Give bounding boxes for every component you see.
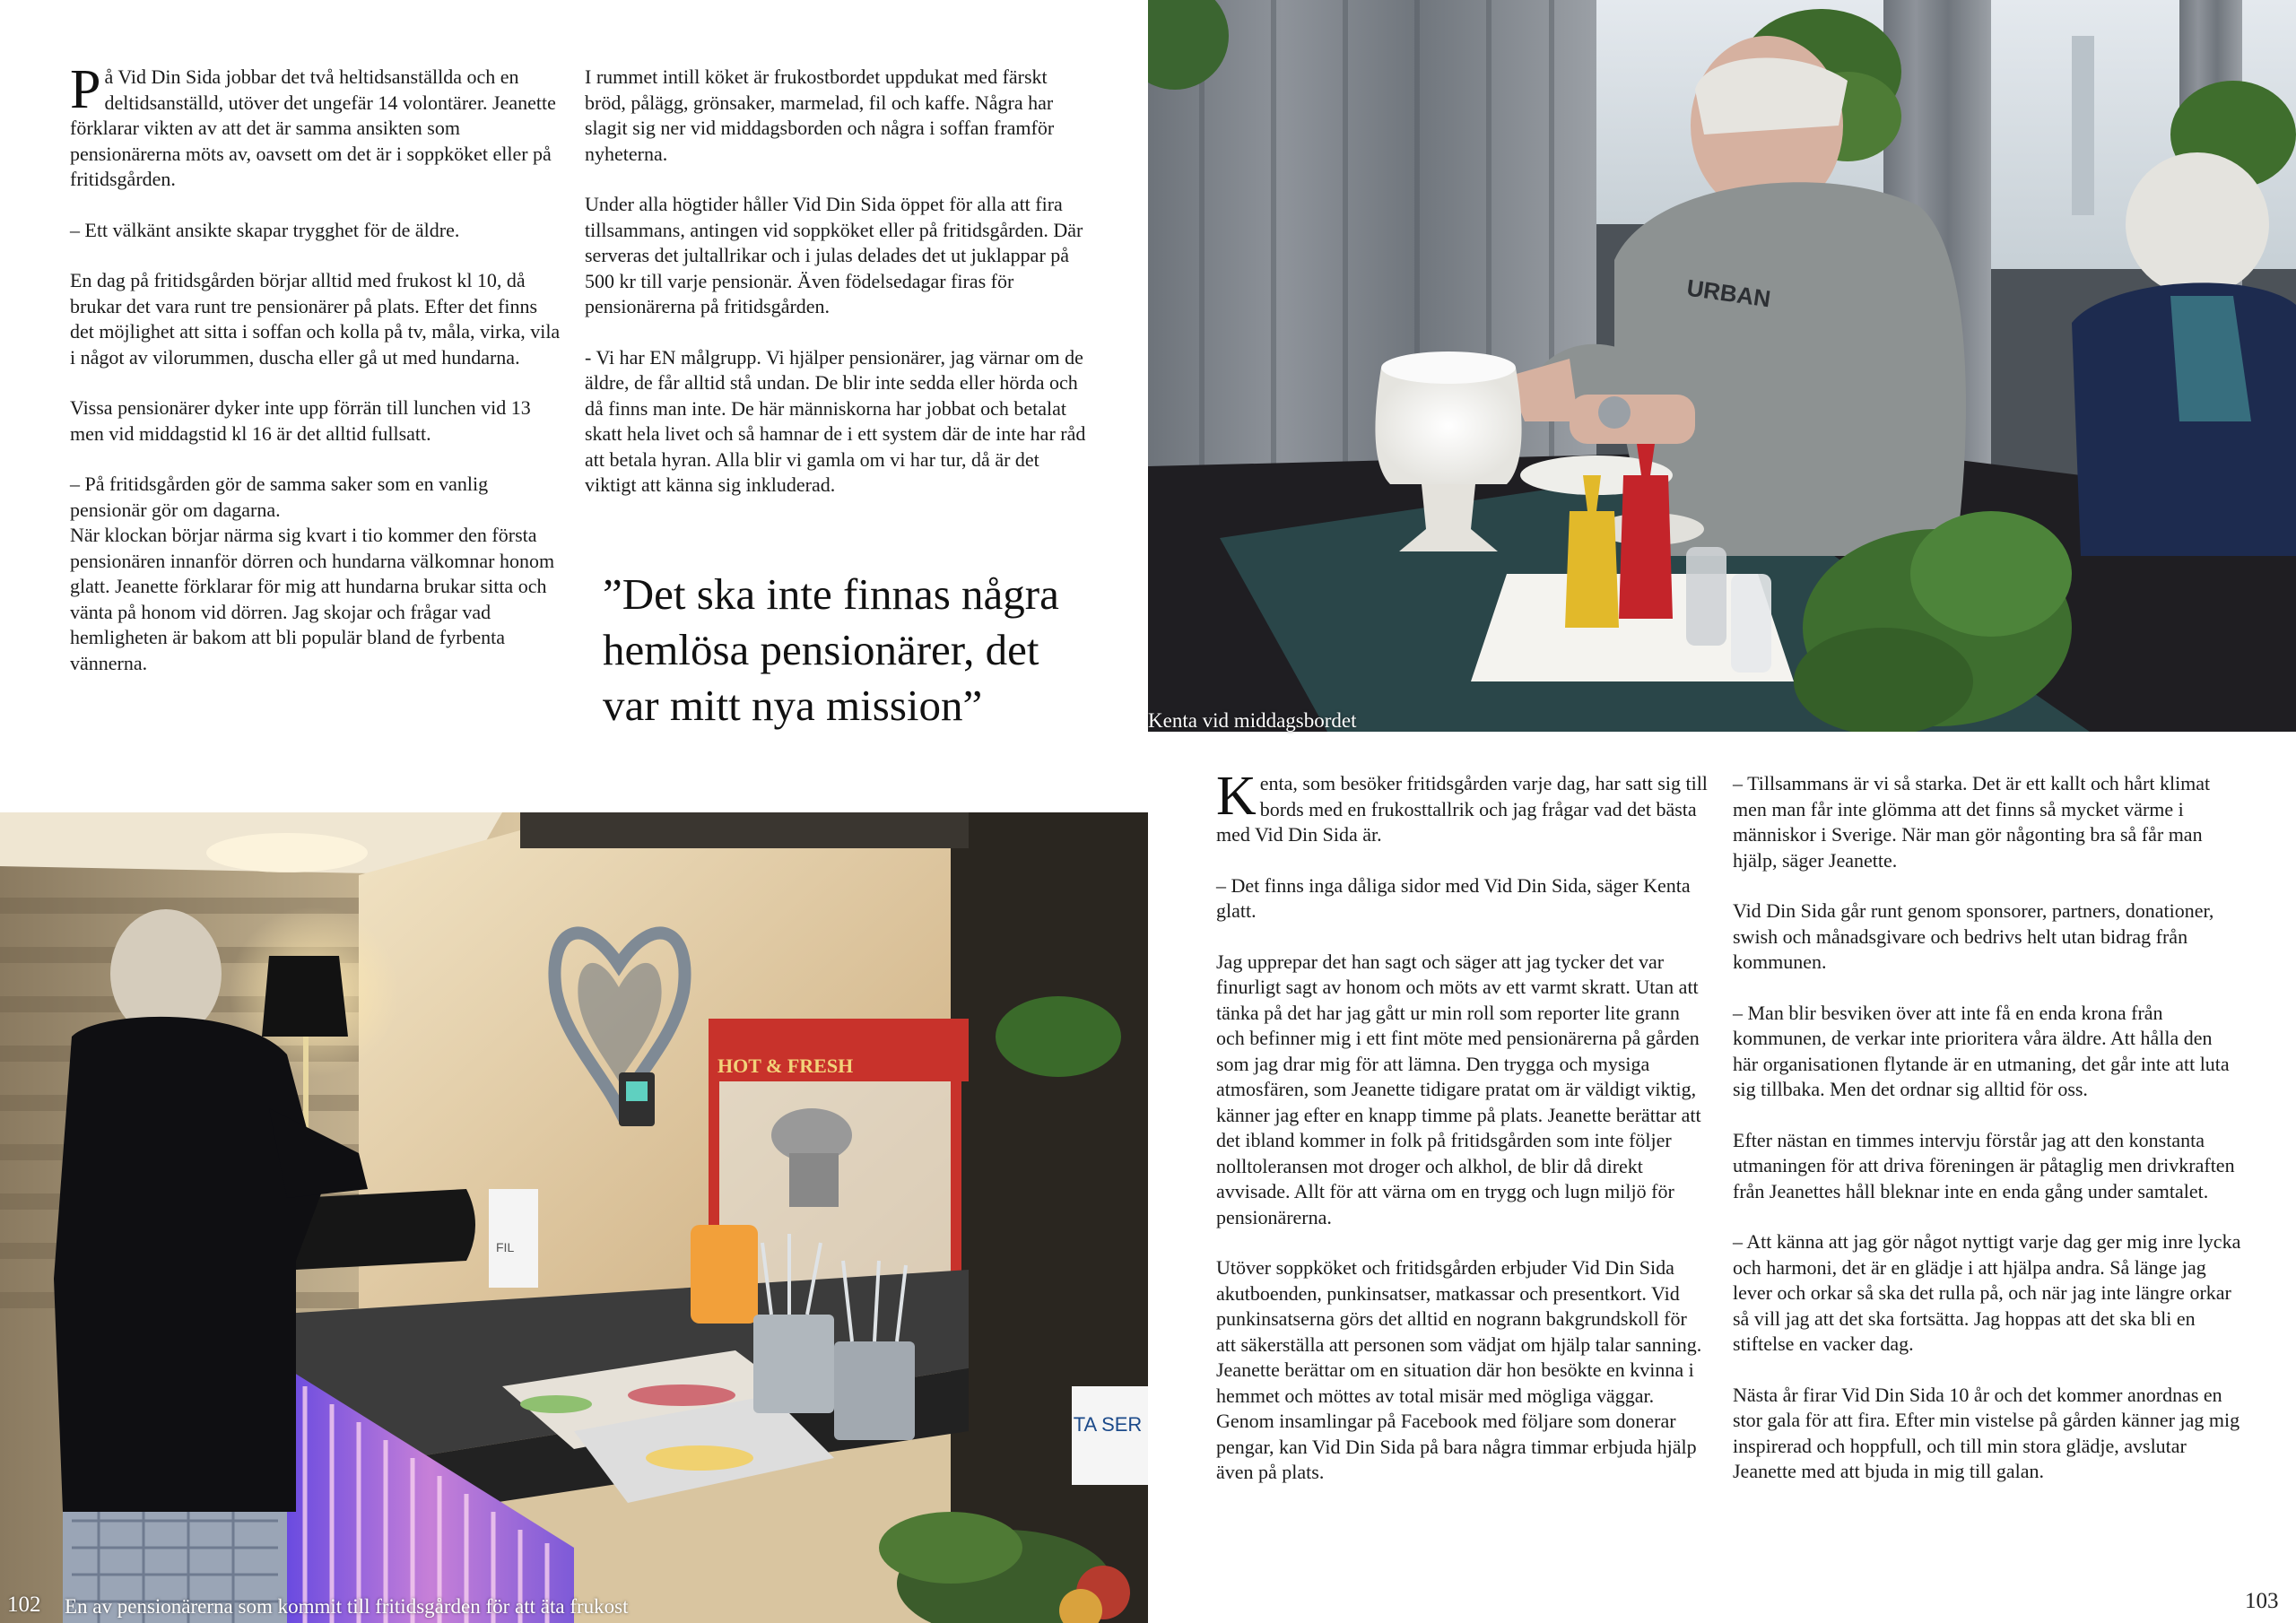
page-number-right: 103 <box>2245 1589 2279 1613</box>
left-column-1 <box>70 59 561 701</box>
paragraph: – Tillsammans är vi så starka. Det är ett kallt och hårt klimat men man får inte glömma att det finns så mycket värme i människor i Sverige. När man gör någonting bra så får man hjälp, säger Jeanette. <box>1733 772 2211 872</box>
dining-photo <box>1148 0 2296 732</box>
paragraph: Genom insamlingar på Facebook med följare som donerar pengar, kan Vid Din Sida på bara några timmar erbjuda hjälp även på plats. <box>1216 1410 1697 1483</box>
paragraph: En dag på fritidsgården börjar alltid med frukost kl 10, då brukar det vara runt tre pensionärer på plats. Efter det finns det möjlighet att sitta i soffan och kolla på tv, måla, virka, vila i något av vilorummen, duscha eller gå ut med hundarna. <box>70 269 561 369</box>
paragraph: – Att känna att jag gör något nyttigt varje dag ger mig inre lycka och harmoni, det är en glädje i att hjälpa andra. Så länge jag lever och orkar så ska det rulla på, och när jag inte längre orkar så vill jag att det ska fortsätta. Jag hoppas att det ska bli en stiftelse en vacker dag. <box>1733 1230 2241 1355</box>
paragraph: – Det finns inga dåliga sidor med Vid Din Sida, säger Kenta glatt. <box>1216 873 1691 922</box>
paragraph: I rummet intill köket är frukostbordet uppdukat med färskt bröd, pålägg, grönsaker, marmelad, fil och kaffe. Några har slagit sig ner vid middagsborden och några i soffan framför nyheterna. <box>585 65 1055 165</box>
left-photo-caption: En av pensionärerna som kommit till fritidsgården för att äta frukost <box>65 1595 629 1618</box>
right-photo-caption: Kenta vid middagsbordet <box>1148 709 1357 732</box>
paragraph: Kenta, som besöker fritidsgården varje dag, har satt sig till bords med en frukosttallrik och jag frågar vad det bästa med Vid Din Sida är. <box>1216 766 1708 846</box>
drop-cap: K <box>1216 766 1257 827</box>
drop-cap: P <box>70 59 101 120</box>
milk-carton-label: FIL <box>496 1240 515 1254</box>
paragraph: - Vi har EN målgrupp. Vi hjälper pensionärer, jag värnar om de äldre, de får alltid stå undan. De blir inte sedda eller hörda och då finns man inte. De här människorna har jobbat och betalat skatt hela livet och så hamnar de i ett system där de inte har råd att betala hyran. Alla blir vi gamla om vi har tur, då är det viktigt att känna sig inkluderad. <box>585 345 1086 496</box>
breakfast-photo <box>0 812 1148 1623</box>
sweater-print: URBAN <box>1684 273 1773 313</box>
paragraph: Vid Din Sida går runt genom sponsorer, partners, donationer, swish och månadsgivare och bedrivs helt utan bidrag från kommunen. <box>1733 899 2214 973</box>
paragraph: Utöver soppköket och fritidsgården erbjuder Vid Din Sida akutboenden, punkinsatser, matkassar och presentkort. Vid punkinsatserna görs det alltid en nogrann bakgrundskoll för att säkerställa att personen som vädjat om hjälp talar sanning. Jeanette berättar om en situation där hon besökte en kvinna i hemmet och möttes av total misär med mögliga väggar. <box>1216 1256 1702 1407</box>
right-column-1 <box>1216 766 1711 1511</box>
paragraph: Nästa år firar Vid Din Sida 10 år och det kommer anordnas en stor gala för att fira. Efter min vistelse på gården känner jag mig inspirerad och hoppfull, och till min stora glädje, avslutar Jeanette med att bjuda in mig till galan. <box>1733 1383 2240 1482</box>
paragraph: På Vid Din Sida jobbar det två heltidsanställda och en deltidsanställd, utöver det ungefär 14 volontärer. Jeanette förklarar vikten av att det är samma ansikten som pensionärerna möts av, oavsett om det är i soppköket eller på fritidsgården. <box>70 59 556 190</box>
page-number-left: 102 <box>7 1593 41 1617</box>
paragraph: När klockan börjar närma sig kvart i tio kommer den första pensionären innanför dörren och hundarna välkomnar honom glatt. Jeanette förklarar för mig att hundarna brukar sitta och vänta på honom vid dörren. Jag skojar och frågar vad hemligheten är bakom att bli populär bland de fyrbenta vännerna. <box>70 524 555 674</box>
paragraph: Under alla högtider håller Vid Din Sida öppet för alla att fira tillsammans, antingen vid soppköket eller på fritidsgården. Där serveras det jultallrikar och i julas delades det ut juklappar på 500 kr till varje pensionär. Även födelsedagar firas för pensionärerna på fritidsgården. <box>585 193 1083 317</box>
paragraph: – Ett välkänt ansikte skapar trygghet för de äldre. <box>70 218 460 241</box>
left-column-2 <box>585 65 1087 524</box>
paragraph: – Man blir besviken över att inte få en enda krona från kommunen, de verkar inte prioritera våra äldre. Att hålla den här organisationen flytande är en utmaning, det går inte att luta sig tillbaka. Men det ordnar sig alltid för oss. <box>1733 1001 2230 1100</box>
fridge-note: TA SER <box>1073 1413 1143 1436</box>
paragraph: – På fritidsgården gör de samma saker som en vanlig pensionär gör om dagarna. <box>70 473 489 521</box>
paragraph: Efter nästan en timmes intervju förstår jag att den konstanta utmaningen för att driva föreningen är påtaglig men drivkraften från Jeanettes håll bleknar inte en enda gång under samtalet. <box>1733 1128 2235 1202</box>
paragraph: Vissa pensionärer dyker inte upp förrän till lunchen vid 13 men vid middagstid kl 16 är det alltid fullsatt. <box>70 396 531 445</box>
paragraph: Jag upprepar det han sagt och säger att jag tycker det var finurligt sagt av honom och möts av ett varmt skratt. Utan att tänka på det har jag gått ur min roll som reporter lite grann och befinner mig i ett fint möte med pensionärerna på gården som jag drar mig för att lämna. Den trygga och mysiga atmosfären, som Jeanette tidigare pratat om är väldigt viktig, känner jag efter en knapp timme på plats. Jeanette berättar att det ibland kommer in folk på fritidsgården som inte följer nolltoleransen mot droger och alkhol, de blir då direkt avvisade. Allt för att värna om en trygg och lugn miljö för pensionärerna. <box>1216 950 1701 1228</box>
popcorn-sign: HOT & FRESH <box>718 1055 854 1077</box>
pull-quote: ”Det ska inte finnas några hemlösa pensionärer, det var mitt nya mission” <box>603 569 1059 730</box>
right-column-2 <box>1733 771 2242 1510</box>
